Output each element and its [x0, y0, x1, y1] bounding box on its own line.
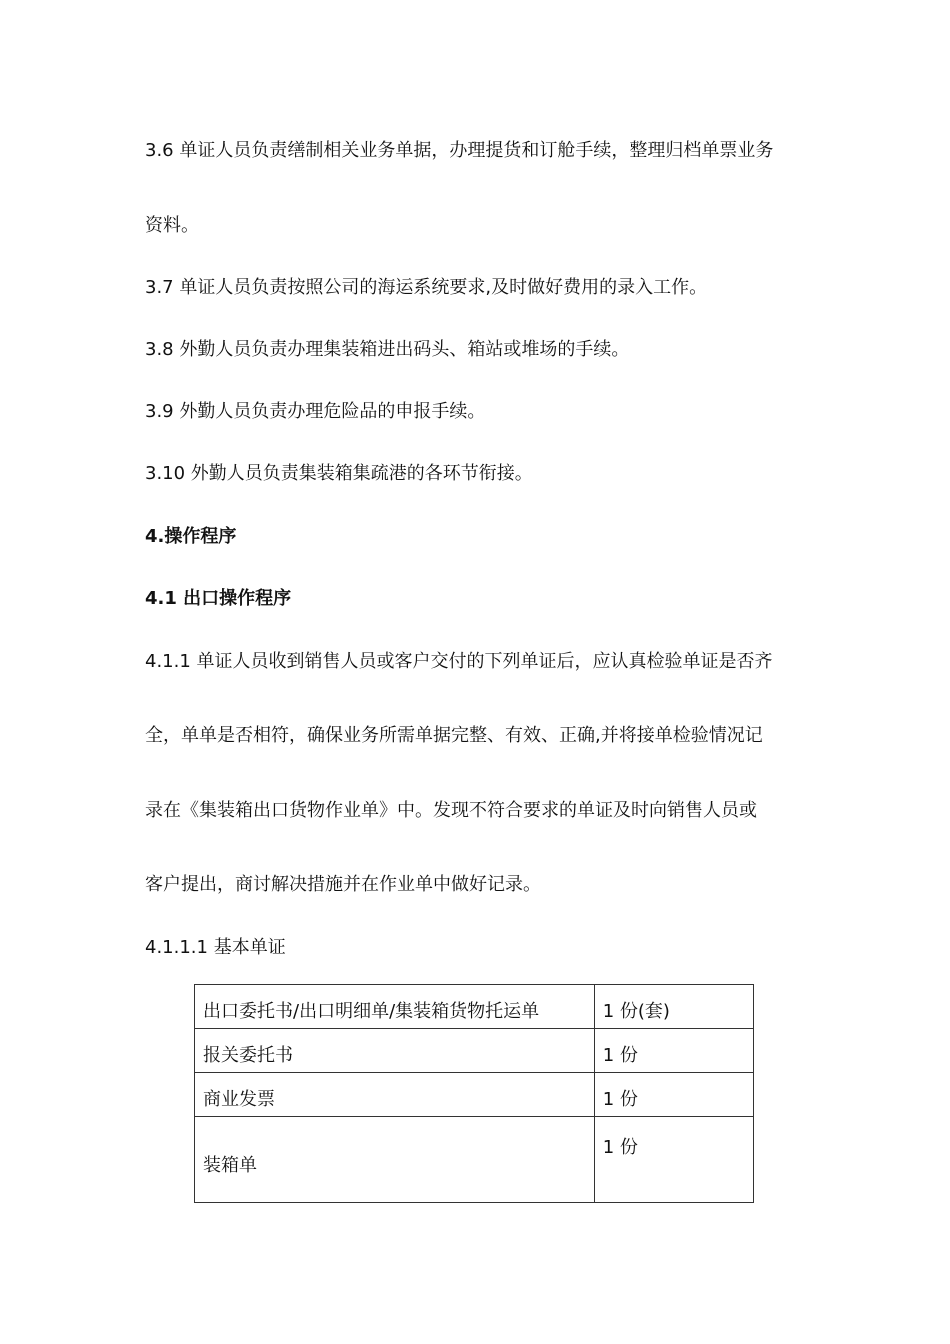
paragraph-3-10: 3.10 外勤人员负责集装箱集疏港的各环节衔接。	[145, 463, 533, 484]
document-name-cell: 商业发票	[195, 1073, 595, 1117]
table-row	[195, 985, 754, 1029]
document-quantity-cell: 1 份	[594, 1117, 753, 1203]
document-quantity-cell: 1 份	[594, 1073, 753, 1117]
document-name-cell: 装箱单	[195, 1117, 595, 1203]
paragraph-4-1-1-1: 4.1.1.1 基本单证	[145, 937, 286, 958]
paragraph-4-1-1-line-2: 全，单单是否相符，确保业务所需单据完整、有效、正确,并将接单检验情况记	[145, 725, 763, 746]
basic-documents-table	[194, 984, 754, 1203]
paragraph-3-6-line-2: 资料。	[145, 215, 199, 236]
paragraph-4-1-1-line-4: 客户提出，商讨解决措施并在作业单中做好记录。	[145, 874, 541, 895]
table-row	[195, 1029, 754, 1073]
heading-4-1-export-procedure: 4.1 出口操作程序	[145, 588, 292, 609]
document-name-cell: 出口委托书/出口明细单/集装箱货物托运单	[195, 985, 595, 1029]
paragraph-4-1-1-line-1: 4.1.1 单证人员收到销售人员或客户交付的下列单证后，应认真检验单证是否齐	[145, 651, 773, 672]
table-row	[195, 1117, 754, 1203]
table-row	[195, 1073, 754, 1117]
paragraph-4-1-1-line-3: 录在《集装箱出口货物作业单》中。发现不符合要求的单证及时向销售人员或	[145, 800, 757, 821]
heading-4-operating-procedure: 4.操作程序	[145, 526, 237, 547]
document-quantity-cell: 1 份	[594, 1029, 753, 1073]
paragraph-3-6-line-1: 3.6 单证人员负责缮制相关业务单据，办理提货和订舱手续，整理归档单票业务	[145, 140, 774, 161]
paragraph-3-9: 3.9 外勤人员负责办理危险品的申报手续。	[145, 401, 486, 422]
paragraph-3-8: 3.8 外勤人员负责办理集装箱进出码头、箱站或堆场的手续。	[145, 339, 630, 360]
document-quantity-cell: 1 份(套)	[594, 985, 753, 1029]
paragraph-3-7: 3.7 单证人员负责按照公司的海运系统要求,及时做好费用的录入工作。	[145, 277, 708, 298]
document-name-cell: 报关委托书	[195, 1029, 595, 1073]
